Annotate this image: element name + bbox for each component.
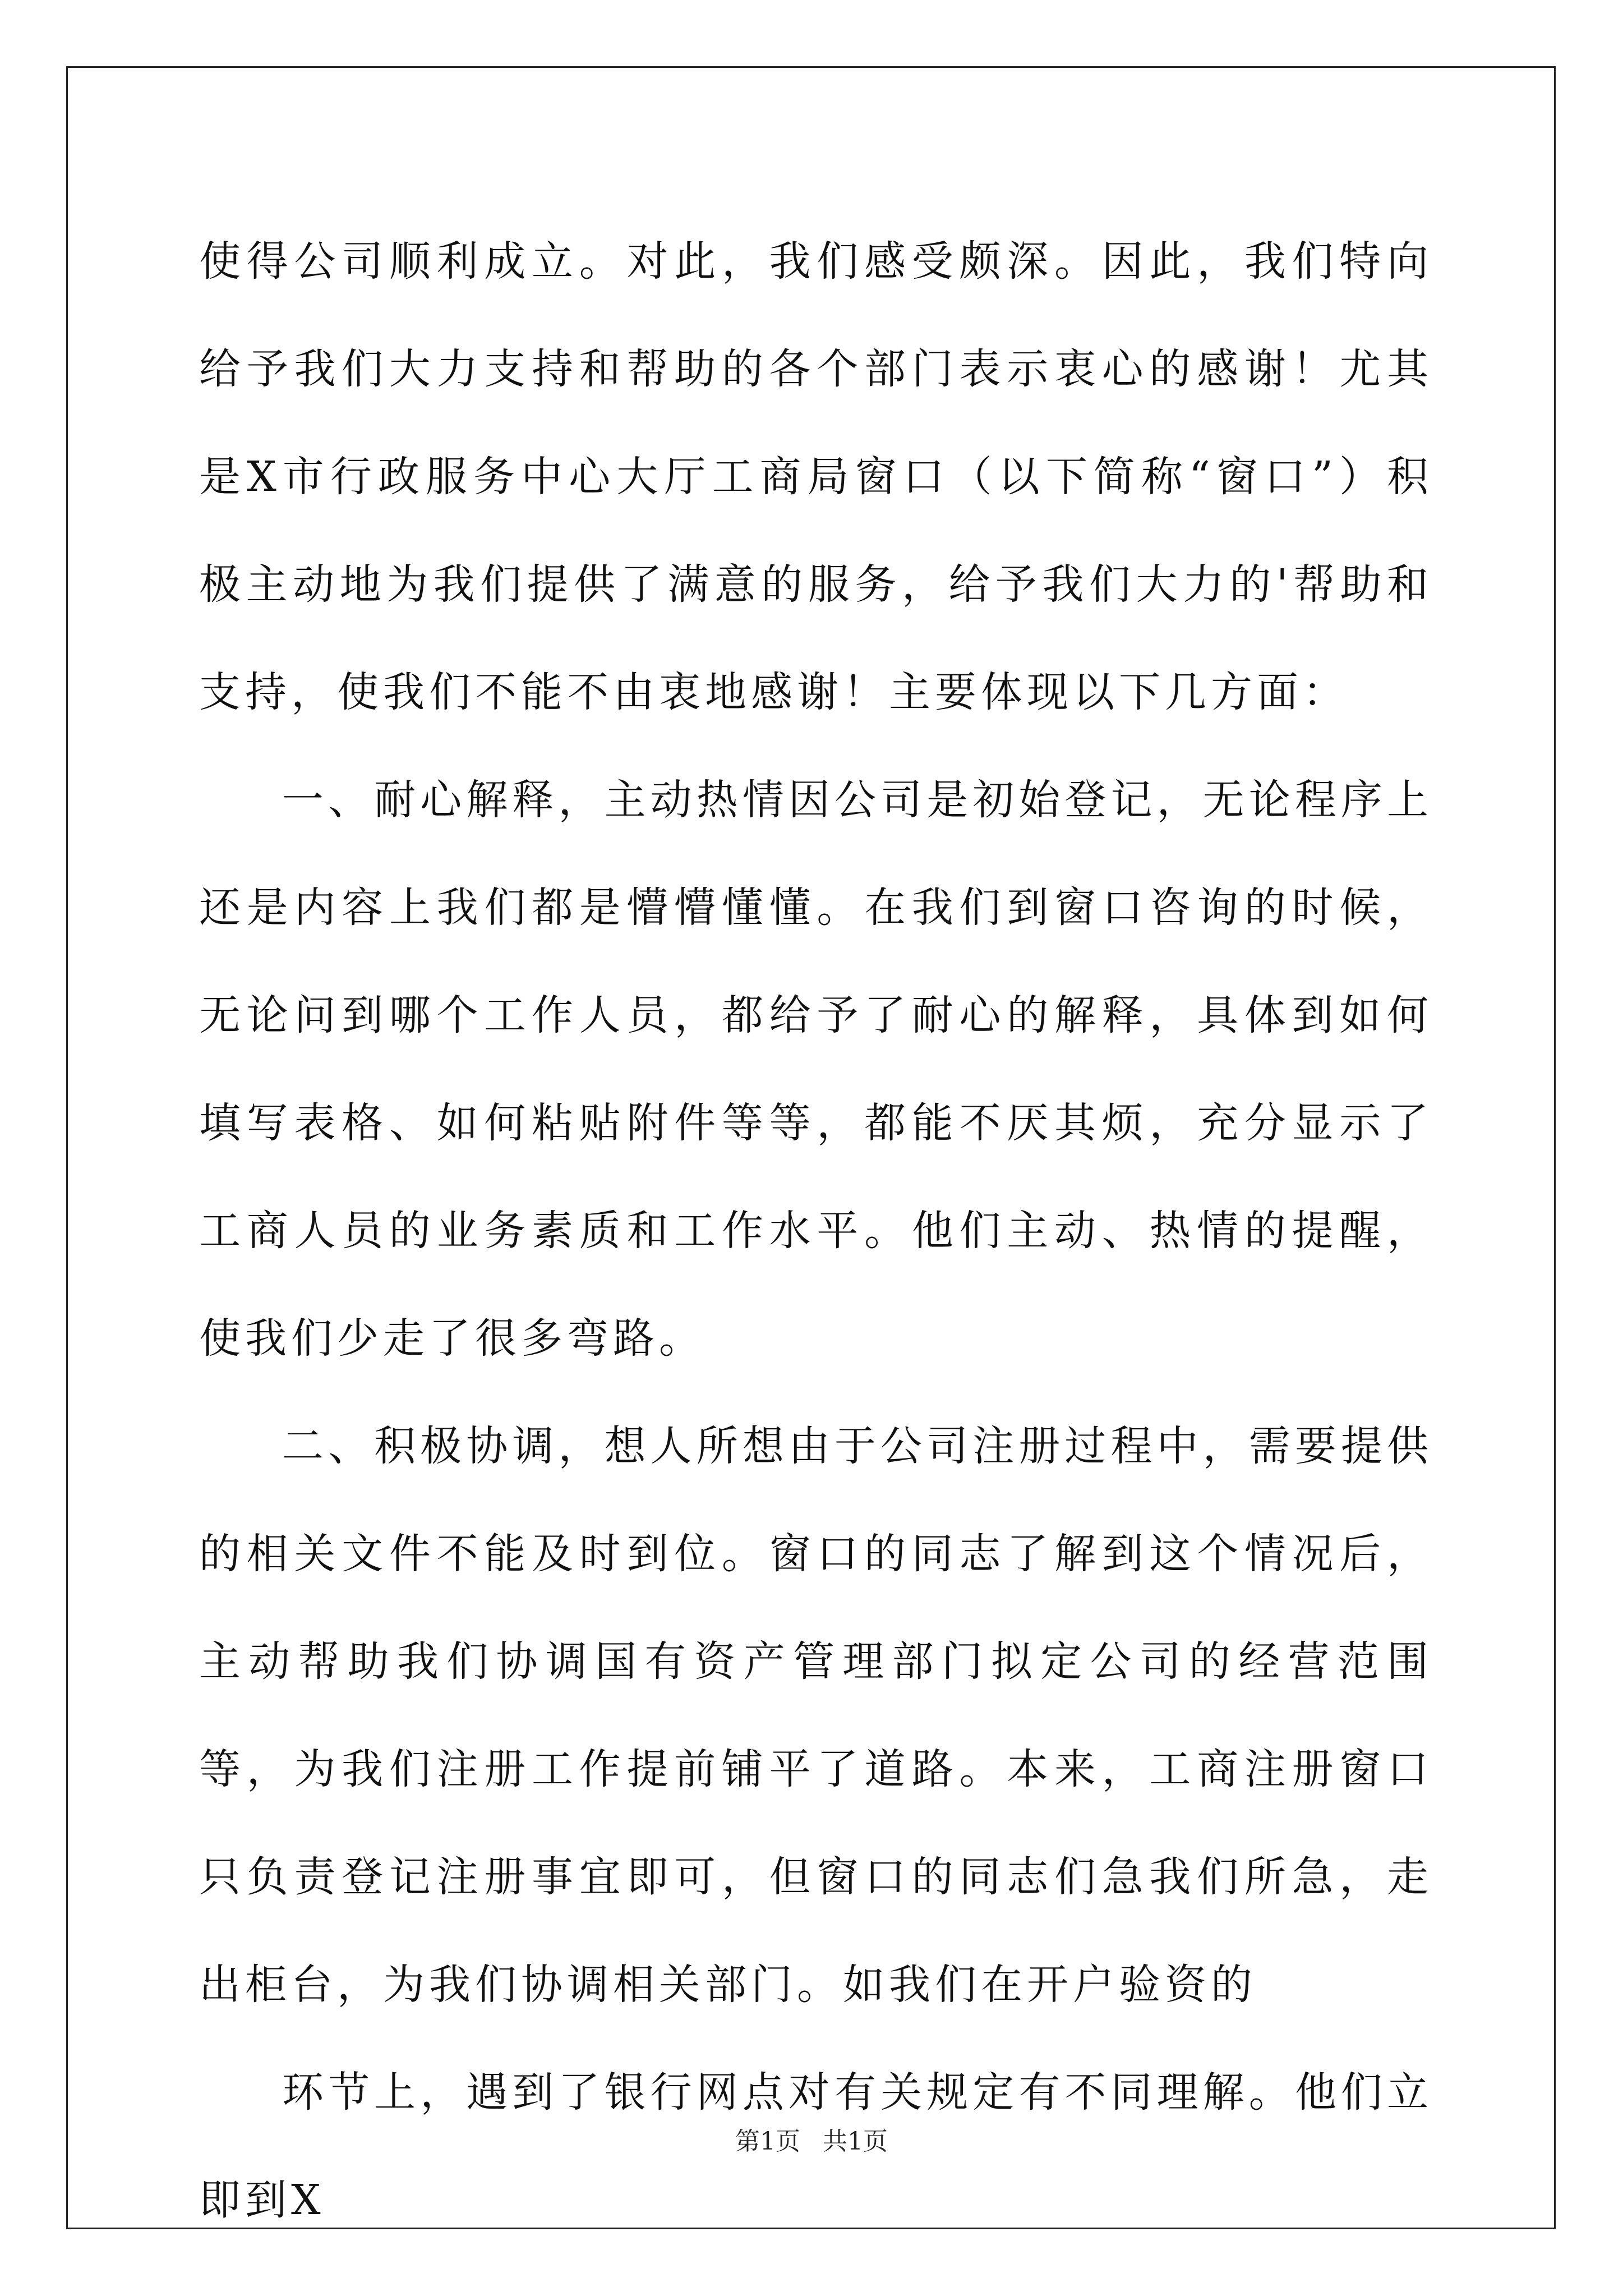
paragraph-2: 一、耐心解释，主动热情因公司是初始登记，无论程序上还是内容上我们都是懵懵懂懂。在我们到窗口咨询的时候，无论问到哪个工作人员，都给予了耐心的解释，具体到如何填写表格、如何粘贴附件等等，都能不厌其烦，充分显示了工商人员的业务素质和工作水平。他们主动、热情的提醒，使我们少走了很多弯路。: [199, 776, 1433, 1363]
document-body: [199, 208, 1433, 2254]
page-current-label: 第1页: [735, 2127, 800, 2156]
paragraph-4: 环节上，遇到了银行网点对有关规定有不同理解。他们立即到X: [199, 2068, 1433, 2224]
paragraph-3: 二、积极协调，想人所想由于公司注册过程中，需要提供的相关文件不能及时到位。窗口的同志了解到这个情况后，主动帮助我们协调国有资产管理部门拟定公司的经营范围等，为我们注册工作提前铺平了道路。本来，工商注册窗口只负责登记注册事宜即可，但窗口的同志们急我们所急，走出柜台，为我们协调相关部门。如我们在开户验资的: [199, 1422, 1433, 2009]
page-total-label: 共1页: [823, 2127, 888, 2156]
page-footer: [0, 2125, 1623, 2159]
paragraph-1: 使得公司顺利成立。对此，我们感受颇深。因此，我们特向给予我们大力支持和帮助的各个部门表示衷心的感谢！尤其是X市行政服务中心大厅工商局窗口（以下简称“窗口”）积极主动地为我们提供了满意的服务，给予我们大力的'帮助和支持，使我们不能不由衷地感谢！主要体现以下几方面：: [199, 237, 1433, 716]
